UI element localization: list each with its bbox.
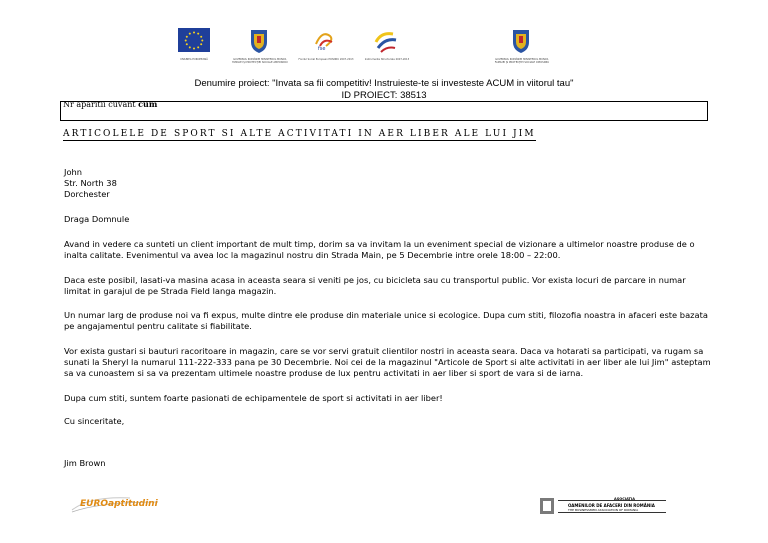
word-count-box [60, 101, 708, 121]
word-count-word: cum [138, 101, 158, 109]
logo-caption: Instrumente Structurale 2007-2013 [364, 58, 410, 61]
paragraph: Dupa cum stiti, suntem foarte pasionati de echipamentele de sport si activitati in aer liber! [64, 393, 443, 403]
project-name: Denumire proiect: "Invata sa fii competitiv! Instruieste-te si investeste ACUM in viitorul tau" [194, 78, 574, 89]
project-id: ID PROIECT: 38513 [341, 90, 427, 101]
word-count-text [63, 101, 157, 109]
logo-caption: GUVERNUL ROMÂNIEI MINISTERUL MUNCII, FAMILIEI ŞI PROTECŢIEI SOCIALE OIPOSDRU [494, 58, 550, 64]
fse-logo [298, 28, 354, 61]
aoar-logo [538, 496, 670, 516]
logo-caption: Fondul Social European POSDRU 2007-2013 [298, 58, 354, 61]
instrumente-structurale-logo [364, 28, 410, 61]
euroaptitudini-logo [70, 492, 160, 516]
paragraph: Un numar larg de produse noi va fi expus, multe dintre ele produse din materiale unice si ecologice. Dupa cum stiti, filozofia noastra in afaceri este bazata pe angajamentul pentru calitate si fiabilitate. [64, 310, 708, 331]
logo-caption: GUVERNUL ROMÂNIEI MINISTERUL MUNCII, FAMILIEI ŞI PROTECŢIEI SOCIALE AMPOSDRU [232, 58, 288, 64]
greeting: Draga Domnule [64, 214, 130, 224]
letter-title: ARTICOLELE DE SPORT SI ALTE ACTIVITATI IN AER LIBER ALE LUI JIM [63, 129, 536, 139]
euroaptitudini-logo-text: EUROaptitudini [80, 499, 158, 509]
aoar-line3: THE BUSINESSMEN ASSOCIATION OF ROMANIA [568, 508, 639, 512]
oiposdru-coat-of-arms-logo [494, 28, 550, 64]
svg-text:fse: fse [318, 46, 326, 52]
closing: Cu sinceritate, [64, 416, 125, 426]
address-line: Dorchester [64, 189, 110, 199]
word-count-label: Nr aparitii cuvant [63, 101, 136, 109]
aoar-line1: ASOCIAŢIA [614, 497, 635, 501]
logo-caption: UNIUNEA EUROPEANĂ [180, 58, 208, 61]
signature: Jim Brown [64, 458, 106, 468]
eu-flag-logo [178, 28, 210, 61]
paragraph: Vor exista gustari si bauturi racoritoare in magazin, care se vor servi gratuit clientilor nostri in aceasta seara. Daca va hotarati sa participati, va rugam sa sunati la Sheryl la numarul 111-222-333 pana pe 30 Decembrie. Noi cei de la magazinul "Articole de Sport si alte activitati in aer liber ale lui Jim" asteptam sa va cunoastem si sa va prezentam ultimele noastre produse de lux pentru activitati in aer liber si sport de vara si de iarna. [64, 346, 711, 378]
aoar-line2: OAMENILOR DE AFACERI DIN ROMÂNIA [568, 503, 655, 508]
sponsor-logos [170, 28, 570, 68]
paragraph: Avand in vedere ca sunteti un client important de mult timp, dorim sa va invitam la un eveniment special de vizionare a ultimelor noastre produse de o inalta calitate. Evenimentul va avea loc la magazinul nostru din Strada Main, pe 5 Decembrie intre orele 18:00 – 22:00. [64, 239, 695, 260]
address-line: Str. North 38 [64, 178, 117, 188]
romania-coat-of-arms-logo [232, 28, 288, 64]
paragraph: Daca este posibil, lasati-va masina acasa in aceasta seara si veniti pe jos, cu bicicleta sau cu transportul public. Vor exista locuri de parcare in numar limitat in garajul de pe Strada Field langa magazin. [64, 275, 686, 296]
address-line: John [64, 167, 83, 177]
